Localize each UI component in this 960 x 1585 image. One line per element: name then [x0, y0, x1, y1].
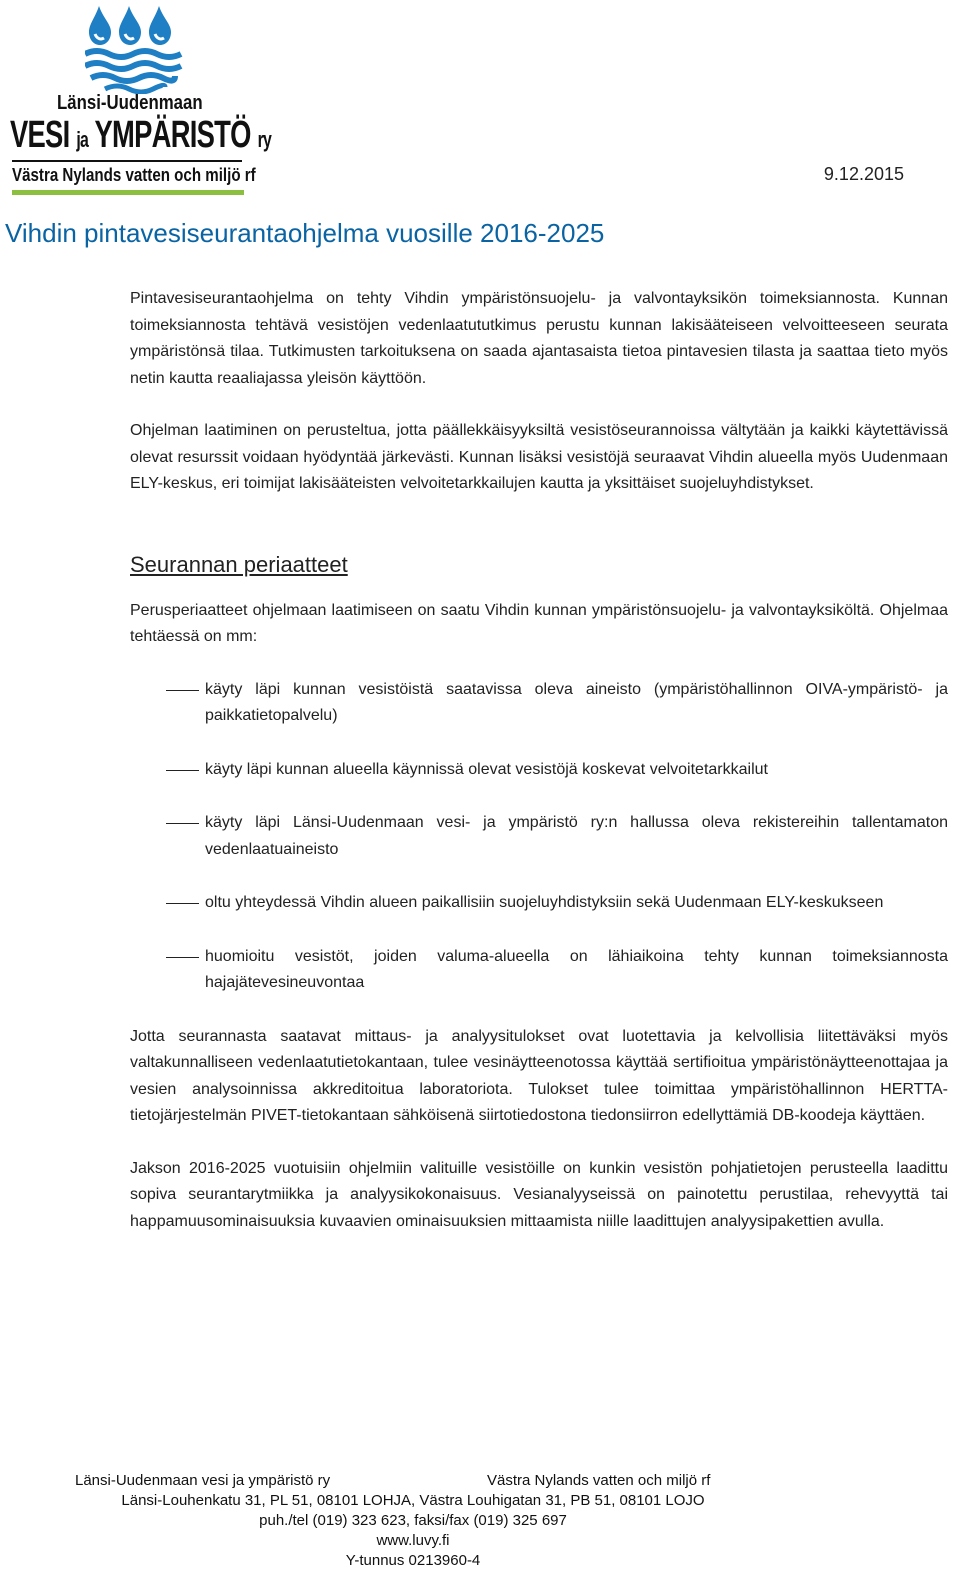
- logo-vesi: VESI: [10, 114, 70, 156]
- section-heading: Seurannan periaatteet: [130, 551, 348, 577]
- dash-bullet-icon: [166, 957, 199, 958]
- principles-list: [130, 677, 948, 997]
- logo-divider: [12, 160, 242, 162]
- footer-org-sv: Västra Nylands vatten och miljö rf: [487, 1472, 711, 1489]
- dash-bullet-icon: [166, 690, 199, 691]
- logo-green-bar: [12, 190, 244, 195]
- logo-ymparisto: YMPÄRISTÖ: [94, 114, 251, 156]
- list-item-text: käyty läpi kunnan alueella käynnissä olevat vesistöjä koskevat velvoitetarkkailut: [205, 760, 768, 778]
- footer-address: Länsi-Louhenkatu 31, PL 51, 08101 LOHJA, Västra Louhigatan 31, PB 51, 08101 LOJO: [121, 1492, 705, 1509]
- dash-bullet-icon: [166, 823, 199, 824]
- intro-paragraph-2: Ohjelman laatiminen on perusteltua, jotta päällekkäisyyksiltä vesistöseurannoissa vältytään ja kaikki käytettävissä olevat resurssit voidaan hyödyntää järkevästi. Kunnan lisäksi vesistöjä seuraavat Vihdin alueella myös Uudenmaan ELY-keskus, eri toimijat lakisääteisten velvoitetarkkailujen kautta ja yksittäiset suojeluyhdistykset.: [130, 422, 948, 492]
- list-item: [130, 810, 948, 863]
- dash-bullet-icon: [166, 903, 199, 904]
- footer-website-link[interactable]: www.luvy.fi: [376, 1532, 450, 1549]
- list-item-text: oltu yhteydessä Vihdin alueen paikallisiin suojeluyhdistyksiin sekä Uudenmaan ELY-keskukseen: [205, 894, 884, 911]
- footer-org-fi: Länsi-Uudenmaan vesi ja ympäristö ry: [75, 1472, 331, 1489]
- page-footer: [0, 1472, 960, 1582]
- results-paragraph: Jotta seurannasta saatavat mittaus- ja analyysitulokset ovat luotettavia ja kelvollisia liitettäväksi myös valtakunnalliseen vedenlaatutietokantaan, tulee vesinäytteenotossa käyttää sertifioitua ympäristönäytteenottajaa ja vesien analysoinnissa akkreditoitua laboratoriota. Tulokset tulee toimittaa ympäristöhallinnon HERTTA-tietojärjestelmän PIVET-tietokantaan sähköisenä siirtotiedostona tiedonsiirron edellyttämiä DB-koodeja käyttäen.: [130, 1027, 948, 1124]
- logo-text-line3: Västra Nylands vatten och miljö rf: [12, 165, 256, 185]
- logo-ja: ja: [76, 127, 89, 152]
- list-item-text: huomioitu vesistöt, joiden valuma-alueella on lähiaikoina tehty kunnan toimeksiannosta hajajätevesineuvontaa: [205, 947, 948, 991]
- intro-paragraph-1: Pintavesiseurantaohjelma on tehty Vihdin ympäristönsuojelu- ja valvontayksikön toimeksiannosta. Kunnan toimeksiannosta tehtävä vesistöjen vedenlaatututkimus perustu kunnan lakisääteiseen velvoitteeseen seurata ympäristönsä tilaa. Tutkimusten tarkoituksena on saada ajantasaista tietoa pintavesien tilasta ja saattaa tieto myös netin kautta reaaliajassa yleisön käyttöön.: [130, 290, 948, 387]
- document-title: Vihdin pintavesiseurantaohjelma vuosille 2016-2025: [5, 218, 605, 248]
- water-drops-logo-icon: [85, 4, 185, 94]
- logo-text-line1: Länsi-Uudenmaan: [57, 92, 203, 114]
- document-body: [130, 286, 948, 1261]
- list-item-text: käyty läpi Länsi-Uudenmaan vesi- ja ympäristö ry:n hallussa oleva rekistereihin tallentamaton vedenlaatuaineisto: [205, 814, 948, 858]
- list-item: [130, 944, 948, 997]
- logo-text-line2: [10, 114, 271, 157]
- list-item: [130, 757, 948, 784]
- list-item-text: käyty läpi kunnan vesistöistä saatavissa oleva aineisto (ympäristöhallinnon OIVA-ympäristö- ja paikkatietopalvelu): [205, 680, 948, 724]
- program-paragraph: Jakson 2016-2025 vuotuisiin ohjelmiin valituille vesistöille on kunkin vesistön pohjatietojen perusteella laadittu sopiva seurantarytmiikka ja analyysikokonaisuus. Vesianalyyseissä on painotettu perustilaa, rehevyyttä tai happamuusominaisuuksia kuvaavien ominaisuuksien mittaamista niille laadittujen analyysipakettien avulla.: [130, 1159, 948, 1230]
- organization-logo: [10, 0, 272, 200]
- footer-business-id: Y-tunnus 0213960-4: [345, 1552, 481, 1569]
- list-item: [130, 677, 948, 730]
- section-lead-paragraph: Perusperiaatteet ohjelmaan laatimiseen on saatu Vihdin kunnan ympäristönsuojelu- ja valvontayksiköltä. Ohjelmaa tehtäessä on mm:: [130, 601, 948, 645]
- list-item: [130, 890, 948, 917]
- document-date: 9.12.2015: [823, 164, 904, 184]
- footer-phone: puh./tel (019) 323 623, faksi/fax (019) 325 697: [259, 1512, 567, 1529]
- dash-bullet-icon: [166, 770, 199, 771]
- logo-ry: ry: [257, 127, 272, 152]
